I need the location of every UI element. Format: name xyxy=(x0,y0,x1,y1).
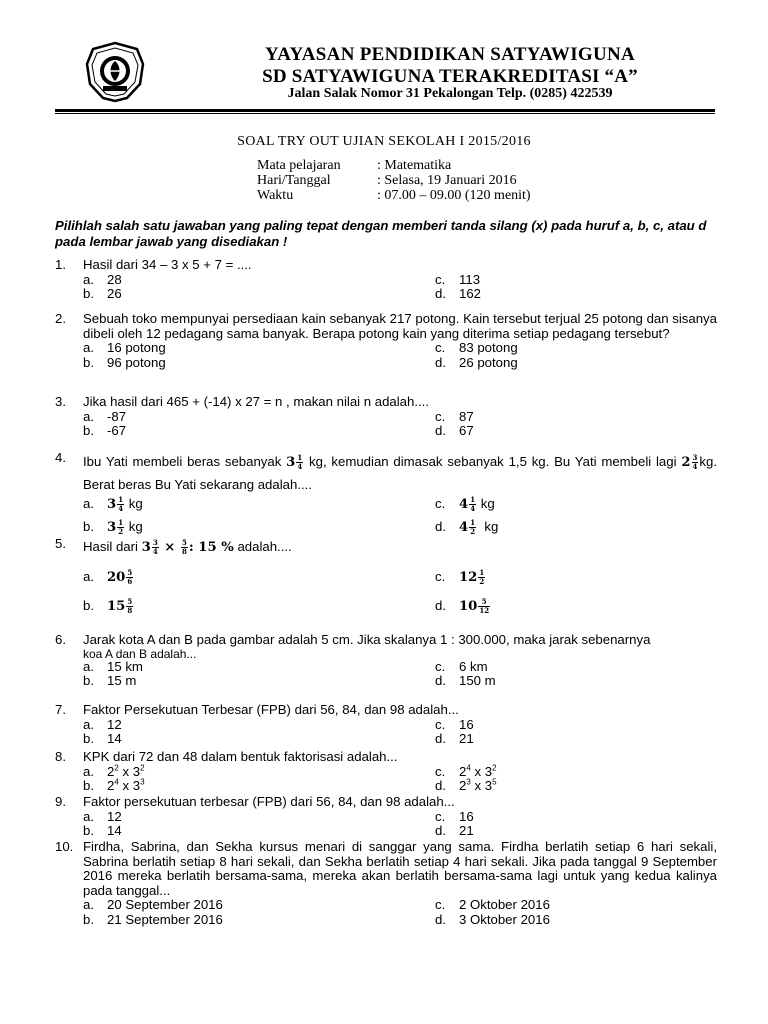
question-10 xyxy=(55,840,717,927)
option-b: b. $2^4$ x $3^3$ xyxy=(83,777,145,793)
school-name: SD SATYAWIGUNA TERAKREDITASI “A” xyxy=(262,66,638,87)
options xyxy=(83,898,717,927)
option-c: c. 6 km xyxy=(435,658,488,674)
instructions: Pilihlah salah satu jawaban yang paling tepat dengan memberi tanda silang (x) pada huruf a, b, c, atau d pada lembar jawab yang disediakan ! xyxy=(55,218,707,249)
option-b: b. 21 September 2016 xyxy=(83,911,223,927)
option-d: d. 4 $\frac{1}{2}$ kg xyxy=(435,518,499,536)
option-b: b. 14 xyxy=(83,823,122,838)
question-number: 4. xyxy=(55,450,66,465)
option-c: c. 87 xyxy=(435,408,474,424)
meta-row-time xyxy=(257,188,531,203)
question-text: Sebuah toko mempunyai persediaan kain sebanyak 217 potong. Kain tersebut terjual 25 potong dan sisanya dibeli oleh 12 pedagang sama banyak. Berapa potong kain yang diterima setiap pedagang tersebut? xyxy=(83,311,717,341)
option-a: a. -87 xyxy=(83,408,127,424)
question-2 xyxy=(55,312,717,370)
option-c: c. 4 $\frac{1}{4}$ kg xyxy=(435,495,495,513)
option-b: b. 96 potong xyxy=(83,354,166,370)
option-b: b. -67 xyxy=(83,423,127,438)
options xyxy=(83,660,717,689)
question-number: 10. xyxy=(55,839,74,854)
question-text: Hasil dari 34 – 3 x 5 + 7 = .... xyxy=(83,257,252,272)
option-d: d. 3 Oktober 2016 xyxy=(435,911,550,927)
options xyxy=(83,718,717,747)
meta-label: Waktu xyxy=(257,188,294,203)
question-text: Ibu Yati membeli beras sebanyak 3 $\frac{1}{4}$ kg, kemudian dimasak sebanyak 1,5 kg. Bu Yati membeli lagi 2 $\frac{3}{4}$ kg. Berat beras Bu Yati sekarang adalah.... xyxy=(83,453,717,492)
meta-row-subject xyxy=(257,158,531,173)
option-d: d. 21 xyxy=(435,731,474,746)
meta-value: : Matematika xyxy=(377,158,452,173)
option-c: c. 2 Oktober 2016 xyxy=(435,897,550,912)
question-1 xyxy=(55,258,717,302)
question-text: KPK dari 72 dan 48 dalam bentuk faktorisasi adalah... xyxy=(83,749,398,764)
option-c: c. 16 xyxy=(435,716,474,732)
option-c: c. $2^4$ x $3^2$ xyxy=(435,763,497,779)
option-d: d. $2^3$ x $3^5$ xyxy=(435,777,497,793)
question-number: 5. xyxy=(55,536,66,551)
question-text: Faktor persekutuan terbesar (FPB) dari 56, 84, dan 98 adalah... xyxy=(83,794,455,809)
mixed-number: 3 $\frac{1}{4}$ xyxy=(286,453,303,471)
option-a: a. 15 km xyxy=(83,658,143,674)
option-d: d. 150 m xyxy=(435,673,496,688)
question-text: Faktor Persekutuan Terbesar (FPB) dari 56, 84, dan 98 adalah... xyxy=(83,702,459,717)
question-number: 6. xyxy=(55,632,66,647)
option-a: a. 16 potong xyxy=(83,340,166,355)
question-number: 2. xyxy=(55,311,66,326)
question-9 xyxy=(55,795,717,839)
mixed-number: 2 $\frac{3}{4}$ xyxy=(681,453,698,471)
meta-value: : Selasa, 19 Januari 2016 xyxy=(377,173,517,188)
question-number: 8. xyxy=(55,749,66,764)
foundation-name: YAYASAN PENDIDIKAN SATYAWIGUNA xyxy=(264,44,636,65)
exam-title: SOAL TRY OUT UJIAN SEKOLAH I 2015/2016 xyxy=(237,134,531,149)
option-a: a. 3 $\frac{1}{4}$ kg xyxy=(83,495,143,513)
options xyxy=(83,558,717,618)
options xyxy=(83,341,717,370)
option-b: b. 15 m xyxy=(83,673,137,688)
exam-meta xyxy=(257,158,531,203)
question-number: 3. xyxy=(55,394,66,409)
question-8 xyxy=(55,750,717,794)
question-text: Hasil dari 3 $\frac{3}{4}$ × $\frac{5}{8}$ : 15 % adalah.... xyxy=(83,538,292,556)
option-d: d. 26 potong xyxy=(435,354,518,370)
option-d: d. 67 xyxy=(435,423,474,438)
question-4 xyxy=(55,451,717,542)
question-text: Jarak kota A dan B pada gambar adalah 5 cm. Jika skalanya 1 : 300.000, maka jarak sebenarnya koa A dan B adalah... xyxy=(83,632,651,661)
option-a: a. 20 September 2016 xyxy=(83,897,223,912)
option-a: a. 20 $\frac{5}{6}$ xyxy=(83,568,133,586)
question-text: Firdha, Sabrina, dan Sekha kursus menari di sanggar yang sama. Firdha berlatih setiap 6 hari sekali, Sabrina berlatih setiap 8 hari sekali, dan Sekha berlatih setiap 4 hari sekali. Jika pada tanggal 9 September 2016 mereka berlatih bersama-sama, mereka akan berlatih bersama-sama lagi untuk yang kedua kalinya pada tanggal... xyxy=(83,839,717,898)
question-number: 7. xyxy=(55,702,66,717)
option-a: a. 28 xyxy=(83,271,122,287)
option-b: b. 26 xyxy=(83,286,122,301)
question-number: 9. xyxy=(55,794,66,809)
meta-label: Mata pelajaran xyxy=(257,158,341,173)
option-d: d. 10 $\frac{5}{12}$ xyxy=(435,597,490,615)
options xyxy=(83,496,717,542)
school-logo-icon xyxy=(83,40,147,104)
question-3 xyxy=(55,395,717,439)
meta-row-date xyxy=(257,173,531,188)
header-rule-thin xyxy=(55,113,715,114)
options xyxy=(83,765,717,794)
option-c: c. 12 $\frac{1}{2}$ xyxy=(435,568,485,586)
option-b: b. 14 xyxy=(83,731,122,746)
option-d: d. 162 xyxy=(435,286,482,301)
options xyxy=(83,410,717,439)
option-c: c. 83 potong xyxy=(435,340,518,355)
option-a: a. 12 xyxy=(83,808,122,824)
meta-label: Hari/Tanggal xyxy=(257,173,331,188)
header-rule-thick xyxy=(55,109,715,112)
school-address: Jalan Salak Nomor 31 Pekalongan Telp. (0285) 422539 xyxy=(287,86,613,101)
question-6 xyxy=(55,633,717,689)
question-text: Jika hasil dari 465 + (-14) x 27 = n , makan nilai n adalah.... xyxy=(83,394,429,409)
option-b: b. 15 $\frac{5}{8}$ xyxy=(83,597,133,615)
expression: 3 $\frac{3}{4}$ × $\frac{5}{8}$ : 15 % xyxy=(141,538,234,556)
question-number: 1. xyxy=(55,257,66,272)
option-b: b. 3 $\frac{1}{2}$ kg xyxy=(83,518,143,536)
meta-value: : 07.00 – 09.00 (120 menit) xyxy=(377,188,531,203)
question-7 xyxy=(55,703,717,747)
option-c: c. 113 xyxy=(435,271,481,287)
options xyxy=(83,810,717,839)
options xyxy=(83,273,717,302)
option-a: a. 12 xyxy=(83,716,122,732)
question-5 xyxy=(55,537,717,618)
option-a: a. $2^2$ x $3^2$ xyxy=(83,763,145,779)
option-d: d. 21 xyxy=(435,823,474,838)
option-c: c. 16 xyxy=(435,808,474,824)
